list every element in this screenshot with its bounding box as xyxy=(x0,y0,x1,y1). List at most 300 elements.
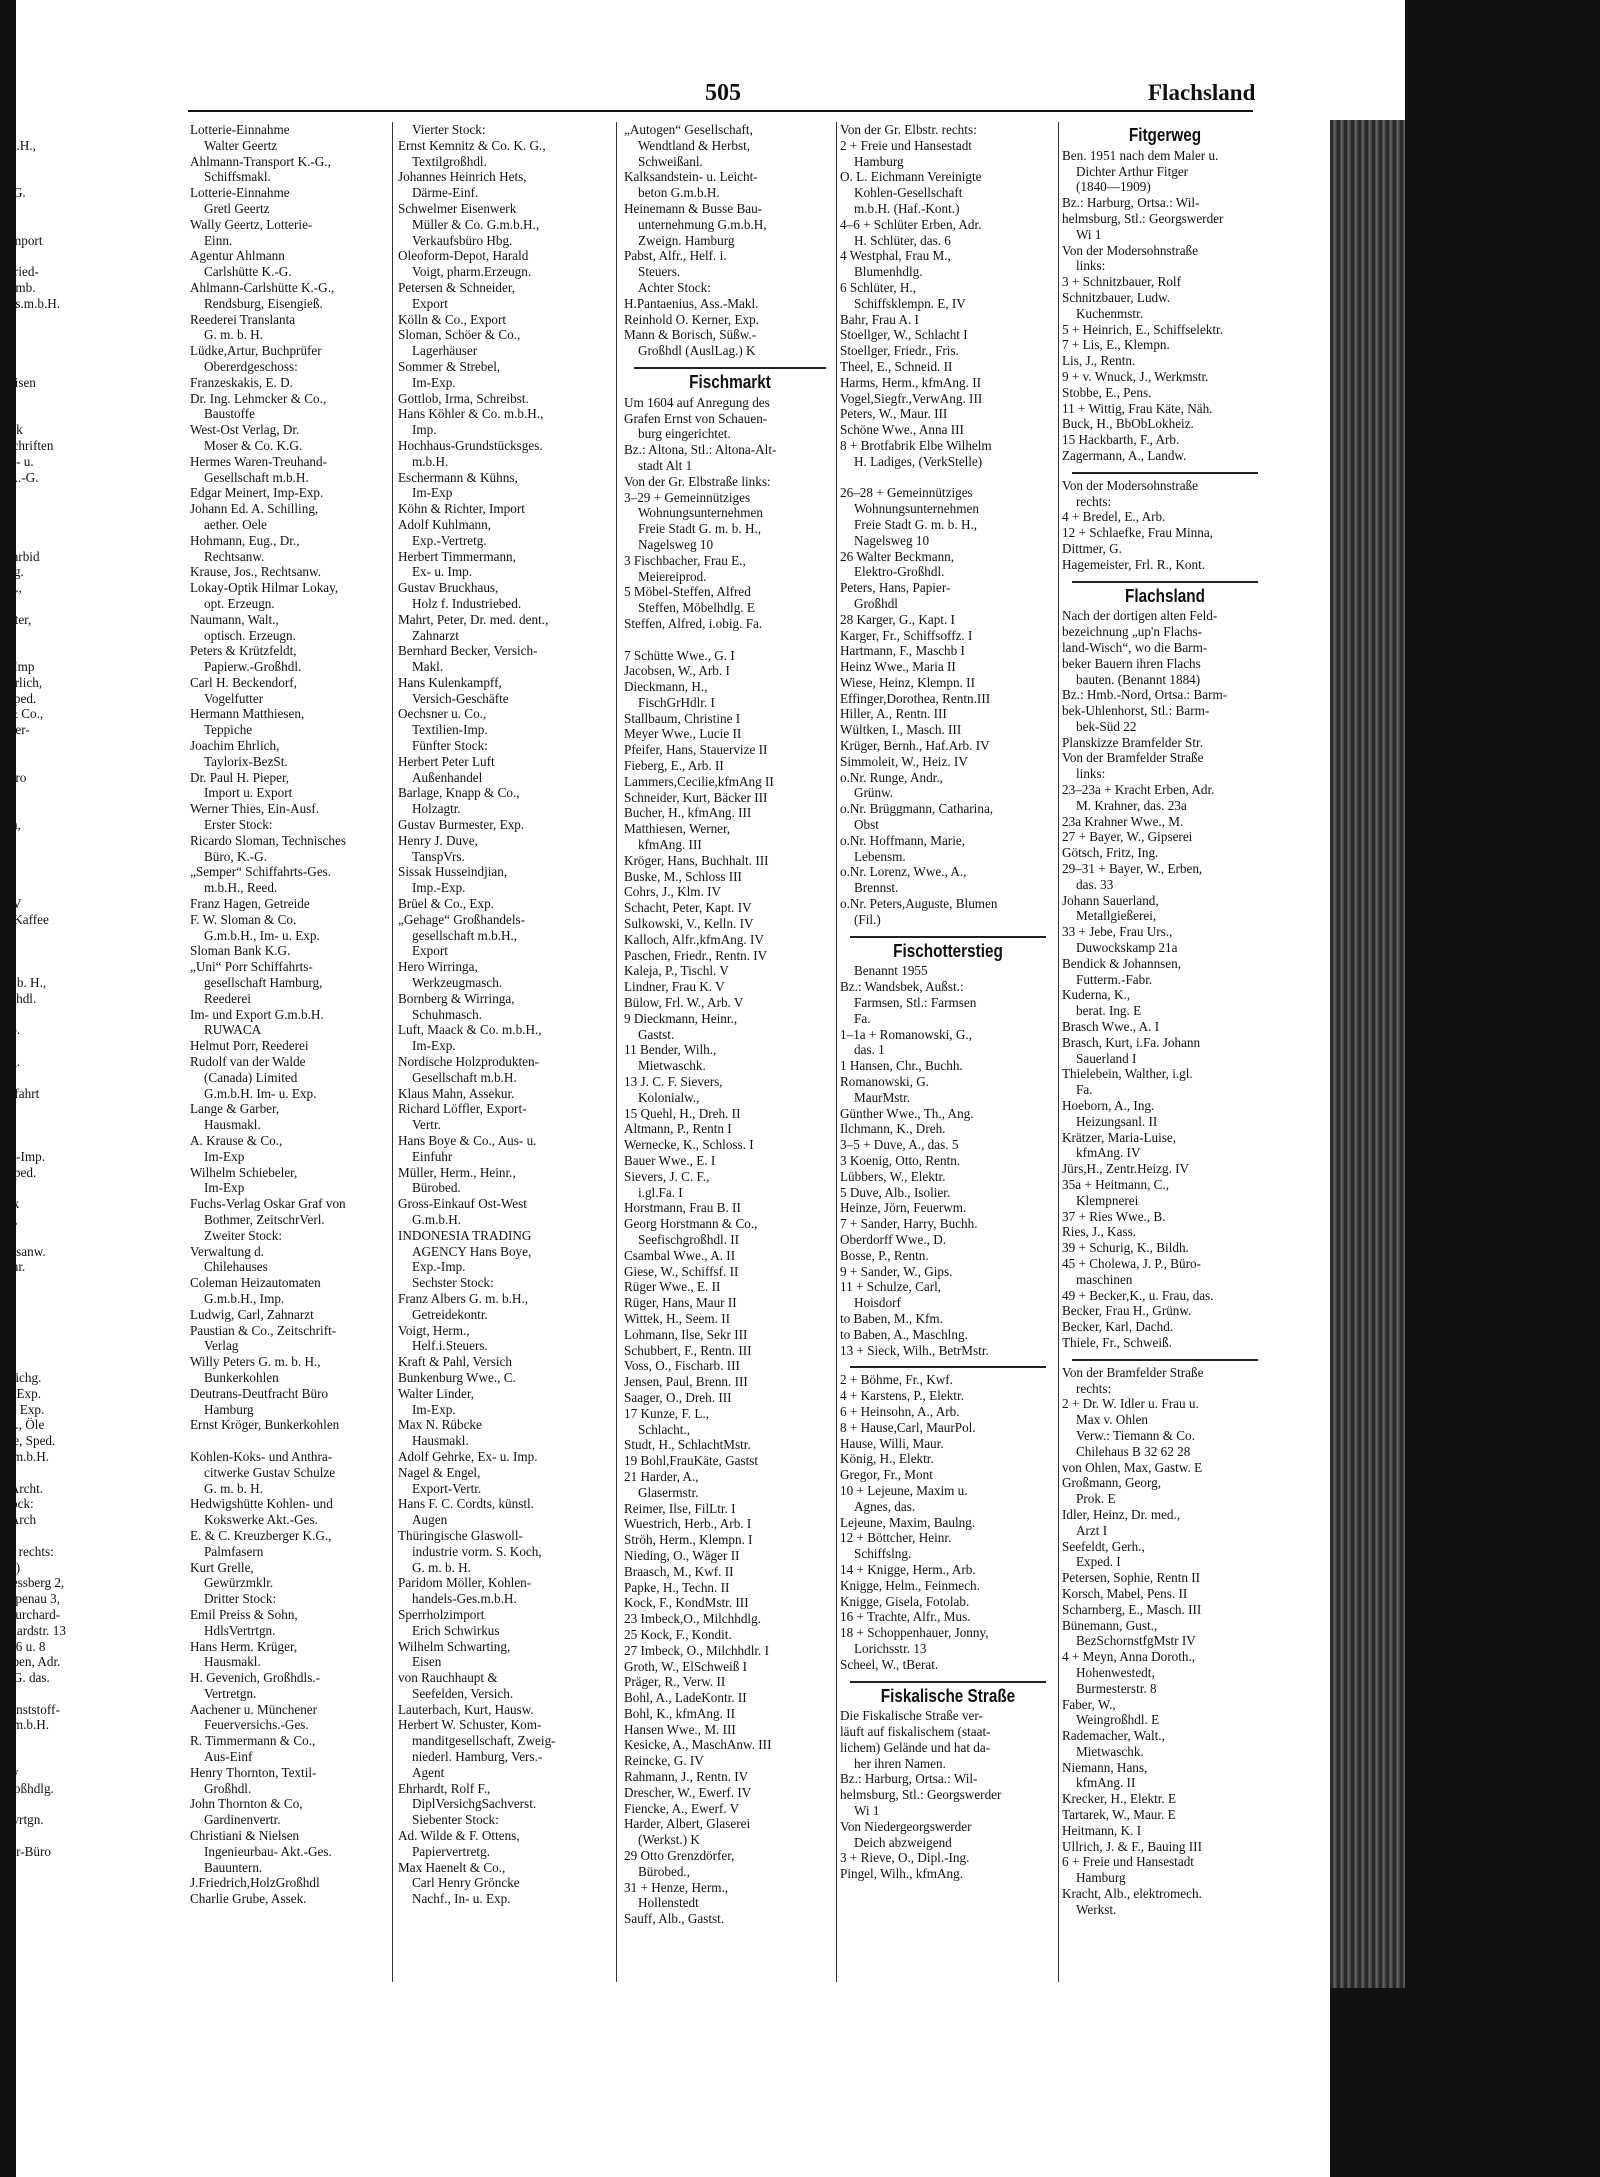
directory-line: Thielebein, Walther, i.gl. xyxy=(1062,1066,1193,1082)
directory-line: (Fil.) xyxy=(854,911,881,927)
directory-line: xp. xyxy=(0,216,17,232)
directory-line: en 6 u. 8 xyxy=(0,1638,46,1654)
directory-line: Schöne Wwe., Anna III xyxy=(840,422,964,438)
directory-line: Müller & Co. G.m.b.H., xyxy=(412,216,540,232)
directory-line: Krause, Jos., Rechtsanw. xyxy=(190,564,321,580)
directory-line xyxy=(0,596,180,612)
directory-line: Hamburg xyxy=(204,1401,254,1417)
column-3 xyxy=(624,122,836,1927)
directory-line: Getreidekontr. xyxy=(412,1306,488,1322)
directory-line: Schiffsmakl. xyxy=(204,169,271,185)
directory-line: Matthiesen, Werner, xyxy=(624,821,731,837)
directory-line: Hohmann, Eug., Dr., xyxy=(190,532,300,548)
directory-line: K.G. xyxy=(0,185,26,201)
directory-line: 19 Bohl,FrauKäte, Gastst xyxy=(624,1453,759,1469)
directory-line: 2 + Dr. W. Idler u. Frau u. xyxy=(1062,1396,1199,1412)
directory-line: 23–23a + Kracht Erben, Adr. xyxy=(1062,782,1215,798)
directory-line: o.Nr. Hoffmann, Marie, xyxy=(840,832,966,848)
directory-line: Hoeborn, A., Ing. xyxy=(1062,1098,1155,1114)
directory-line: Stock: xyxy=(0,1496,34,1512)
directory-line: Büro xyxy=(0,769,27,785)
directory-line: 14 + Knigge, Herm., Arb. xyxy=(840,1561,976,1577)
directory-line: Ehrlich, xyxy=(0,674,43,690)
directory-line xyxy=(0,643,180,659)
directory-line: 3–29 + Gemeinnütziges xyxy=(624,489,751,505)
directory-line: n.b.H., xyxy=(0,137,36,153)
directory-line: Steffen, Alfred, i.obig. Fa. xyxy=(624,615,763,631)
directory-line: Schubbert, F., Rentn. III xyxy=(624,1342,752,1358)
directory-line: Rademacher, Walt., xyxy=(1062,1728,1165,1744)
directory-line: Kaleja, P., Tischl. V xyxy=(624,963,729,979)
directory-line: Lorichsstr. 13 xyxy=(854,1640,927,1656)
column-divider xyxy=(1058,122,1059,1982)
street-separator-rule xyxy=(850,1681,1046,1683)
directory-line: Wilhelm Schiebeler, xyxy=(190,1164,298,1180)
directory-line: Kraft & Pahl, Versich xyxy=(398,1354,513,1370)
directory-line: Agentur Ahlmann xyxy=(190,248,285,264)
directory-line xyxy=(624,632,836,648)
directory-line: Duwockskamp 21a xyxy=(1076,940,1178,956)
directory-line: Agent xyxy=(412,1764,445,1780)
directory-line: Agnes, das. xyxy=(854,1498,916,1514)
directory-line: Im-Exp xyxy=(412,485,453,501)
directory-line: Import u. Export xyxy=(204,785,293,801)
directory-line: Hoisdorf xyxy=(854,1295,901,1311)
directory-line: Gardinenvertr. xyxy=(204,1812,281,1828)
directory-line: Barlage, Knapp & Co., xyxy=(398,785,520,801)
column-5 xyxy=(1062,122,1268,1918)
directory-line: Exp.-Vertretg. xyxy=(412,532,487,548)
directory-line: Carl Henry Gröncke xyxy=(412,1875,520,1891)
directory-line: Wittek, H., Seem. II xyxy=(624,1310,731,1326)
directory-line: 12 + Böttcher, Heinr. xyxy=(840,1530,952,1546)
directory-line: Walter Geertz xyxy=(204,137,278,153)
directory-line: Knigge, Helm., Feinmech. xyxy=(840,1577,980,1593)
directory-line: Krätzer, Maria-Luise, xyxy=(1062,1129,1177,1145)
directory-line: Gross-Einkauf Ost-West xyxy=(398,1196,527,1212)
directory-line: Ex- u. Imp. xyxy=(412,564,473,580)
directory-line: 11 Bender, Wilh., xyxy=(624,1042,717,1058)
directory-line: Vertr. xyxy=(412,1117,441,1133)
directory-line: Giese, W., Schiffsf. II xyxy=(624,1263,739,1279)
column-divider xyxy=(836,122,837,1982)
directory-line: opt. Erzeugn. xyxy=(204,595,275,611)
header-rule xyxy=(188,110,1253,112)
directory-line: Fieberg, E., Arb. II xyxy=(624,758,724,774)
directory-line: Krecker, H., Elektr. E xyxy=(1062,1791,1177,1807)
directory-line: Ludwig, Carl, Zahnarzt xyxy=(190,1306,314,1322)
directory-line: Eschermann & Kühns, xyxy=(398,469,518,485)
directory-line: Pfeifer, Hans, Stauervize II xyxy=(624,742,768,758)
column-1 xyxy=(190,122,390,1907)
directory-line: 17 Kunze, F. L., xyxy=(624,1405,710,1421)
directory-line: Thiele, Fr., Schweiß. xyxy=(1062,1334,1172,1350)
directory-line: Bz.: Wandsbek, Außst.: xyxy=(840,979,964,995)
directory-line: to Baben, A., Maschlng. xyxy=(840,1326,968,1342)
directory-line: Henry Thornton, Textil- xyxy=(190,1764,317,1780)
directory-line: beker Bauern ihren Flachs xyxy=(1062,655,1201,671)
directory-line: Karger, Fr., Schiffsoffz. I xyxy=(840,627,973,643)
directory-line: Gottlob, Irma, Schreibst. xyxy=(398,390,529,406)
directory-line: Export-Vertr. xyxy=(412,1480,482,1496)
directory-line: beton G.m.b.H. xyxy=(638,185,720,201)
directory-line: 3 Fischbacher, Frau E., xyxy=(624,552,746,568)
directory-line xyxy=(0,628,180,644)
directory-line: ock xyxy=(0,1196,20,1212)
column-4 xyxy=(840,122,1056,1882)
directory-line: Nachf., In- u. Exp. xyxy=(412,1891,511,1907)
directory-line: 8 + Brotfabrik Elbe Wilhelm xyxy=(840,437,992,453)
directory-line xyxy=(0,959,180,975)
directory-line: Um 1604 auf Anregung des xyxy=(624,394,770,410)
scan-outer-margin xyxy=(1405,0,1600,2177)
directory-line: Sperrholzimport xyxy=(398,1606,485,1622)
directory-line: Augen xyxy=(412,1512,448,1528)
directory-line: Groth, W., ElSchweiß I xyxy=(624,1658,748,1674)
directory-line: Von der Modersohnstraße xyxy=(1062,242,1199,258)
directory-line: FischGrHdlr. I xyxy=(638,694,715,710)
directory-line: Max v. Ohlen xyxy=(1076,1412,1149,1428)
directory-line: Metallgießerei, xyxy=(1076,908,1157,924)
directory-line: , Eisen xyxy=(0,374,36,390)
directory-line: Grünw. xyxy=(854,785,894,801)
directory-line: 39 + Schurig, K., Bildh. xyxy=(1062,1240,1189,1256)
directory-line: (Werkst.) K xyxy=(638,1832,700,1848)
directory-line: u. Imp xyxy=(0,659,35,675)
directory-line: Hamburg xyxy=(1076,1870,1126,1886)
directory-line xyxy=(0,880,180,896)
directory-line: bezeichnung „up'n Flachs- xyxy=(1062,624,1203,640)
directory-line: Großmann, Georg, xyxy=(1062,1475,1162,1491)
directory-line: atz rechts: xyxy=(0,1543,54,1559)
directory-line: Planskizze Bramfelder Str. xyxy=(1062,734,1203,750)
directory-line: Peters, W., Maur. III xyxy=(840,406,948,422)
directory-line: rst Exp. xyxy=(0,1385,42,1401)
directory-line: Kock, F., KondMstr. III xyxy=(624,1595,749,1611)
directory-line: Herbert Peter Luft xyxy=(398,753,495,769)
directory-line: 3 + Schnitzbauer, Rolf xyxy=(1062,274,1181,290)
directory-line xyxy=(0,327,180,343)
directory-line: 21 Harder, A., xyxy=(624,1468,699,1484)
directory-line: Klaus Mahn, Assekur. xyxy=(398,1085,515,1101)
directory-line xyxy=(0,248,180,264)
directory-line: Peters, Hans, Papier- xyxy=(840,580,951,596)
directory-line: Bauer Wwe., E. I xyxy=(624,1153,716,1168)
directory-line xyxy=(0,406,180,422)
directory-line: Von der Bramfelder Straße xyxy=(1062,1364,1204,1380)
directory-line: Bothmer, ZeitschrVerl. xyxy=(204,1211,325,1227)
directory-line: o.Nr. Runge, Andr., xyxy=(840,769,943,785)
directory-line: G.m.b.H. xyxy=(0,1717,50,1733)
directory-line: Holzagtr. xyxy=(412,801,461,817)
directory-line: Edgar Meinert, Imp-Exp. xyxy=(190,485,324,501)
directory-line: Saager, O., Dreh. III xyxy=(624,1389,732,1405)
directory-line: Sievers, J. C. F., xyxy=(624,1168,710,1184)
directory-line: Kohlen-Gesellschaft xyxy=(854,185,963,201)
directory-line: F. W. Sloman & Co. xyxy=(190,911,297,927)
directory-line: 11 + Wittig, Frau Käte, Näh. xyxy=(1062,400,1213,416)
directory-line: itschriften xyxy=(0,437,54,453)
directory-line xyxy=(0,1291,180,1307)
directory-line: Bz.: Harburg, Ortsa.: Wil- xyxy=(1062,195,1200,211)
directory-line: 3–5 + Duve, A., das. 5 xyxy=(840,1137,959,1153)
directory-line: Erik xyxy=(0,422,23,438)
directory-line: Kunststoff- xyxy=(0,1701,60,1717)
directory-line: Wohnungsunternehmen xyxy=(638,505,763,521)
directory-line: 2 + Böhme, Fr., Kwf. xyxy=(840,1372,953,1388)
directory-line: Kesicke, A., MaschAnw. III xyxy=(624,1737,772,1753)
directory-line: Brüel & Co., Exp. xyxy=(398,896,494,912)
directory-line xyxy=(0,1338,180,1354)
directory-line: . Sped. xyxy=(0,690,37,706)
directory-line: ieur-Büro xyxy=(0,1843,52,1859)
directory-line: Thüringische Glaswoll- xyxy=(398,1527,523,1543)
directory-line: Naumann, Walt., xyxy=(190,611,279,627)
directory-line xyxy=(0,801,180,817)
directory-line: manditgesellschaft, Zweig- xyxy=(412,1733,556,1749)
directory-line: erg. xyxy=(0,1054,20,1070)
directory-line: . Import xyxy=(0,232,43,248)
directory-line: 11 + Schulze, Carl, xyxy=(840,1279,942,1295)
directory-line: Büro, K.-G. xyxy=(204,848,268,864)
directory-line: Von Niedergeorgswerder xyxy=(840,1818,972,1834)
directory-line: Fuchs-Verlag Oskar Graf von xyxy=(190,1196,346,1212)
directory-line: G. m. b. H. xyxy=(204,1480,263,1496)
directory-line: König, H., Elektr. xyxy=(840,1451,934,1467)
directory-line: 9 + v. Wnuck, J., Werkmstr. xyxy=(1062,368,1209,384)
street-separator-rule xyxy=(1072,581,1258,583)
directory-line: Großhdl. xyxy=(204,1780,252,1796)
directory-line: Großhdl (AuslLag.) K xyxy=(638,343,756,359)
directory-line: 8 + Hause,Carl, MaurPol. xyxy=(840,1419,976,1435)
directory-line: Lindner, Frau K. V xyxy=(624,979,725,995)
directory-line: o.Nr. Lorenz, Wwe., A., xyxy=(840,864,967,880)
directory-line: Bülow, Frl. W., Arb. V xyxy=(624,995,744,1011)
directory-line: Aus-Einf xyxy=(204,1749,253,1765)
directory-line: o.Nr. Brüggmann, Catharina, xyxy=(840,801,994,817)
directory-line: 7 + Sander, Harry, Buchh. xyxy=(840,1216,978,1232)
directory-line: Co., xyxy=(0,580,22,596)
directory-line: Hohenwestedt, xyxy=(1076,1664,1155,1680)
directory-line: , Sped. xyxy=(0,1164,37,1180)
page-number: 505 xyxy=(705,80,741,106)
directory-line: Sechster Stock: xyxy=(412,1275,494,1291)
directory-line: Chilehauses xyxy=(204,1259,268,1275)
directory-line xyxy=(0,1828,180,1844)
directory-line: 25 Kock, F., Kondit. xyxy=(624,1626,732,1642)
directory-line: Hedwigshütte Kohlen- und xyxy=(190,1496,333,1512)
directory-line: Hiller, A., Rentn. III xyxy=(840,706,947,722)
directory-line: Im-Exp. xyxy=(412,1401,456,1417)
directory-line: Hans Boye & Co., Aus- u. xyxy=(398,1133,537,1148)
directory-line xyxy=(190,1433,390,1449)
directory-line: o.Nr. Peters,Auguste, Blumen xyxy=(840,896,998,912)
directory-line: Kalksandstein- u. Leicht- xyxy=(624,169,758,185)
directory-line: Schiffsklempn. E, IV xyxy=(854,295,966,311)
directory-line: Lauterbach, Kurt, Hausw. xyxy=(398,1701,534,1717)
directory-line: Dieckmann, H., xyxy=(624,679,708,695)
directory-line: Gretl Geertz xyxy=(204,200,270,216)
column-divider xyxy=(392,122,393,1982)
directory-line: helmsburg, Stl.: Georgswerder xyxy=(840,1787,1002,1803)
directory-line: Georg Horstmann & Co., xyxy=(624,1216,758,1232)
directory-line: Papiervertretg. xyxy=(412,1843,490,1859)
directory-line: Ries, J., Kass. xyxy=(1062,1224,1136,1240)
directory-line: Bürobed., xyxy=(638,1863,691,1879)
directory-line: optisch. Erzeugn. xyxy=(204,627,296,643)
directory-line: Dritter Stock: xyxy=(204,1591,277,1607)
directory-line: Buck, H., BbObLokheiz. xyxy=(1062,416,1194,432)
directory-line: Simmoleit, W., Heiz. IV xyxy=(840,753,968,769)
street-heading: Fischmarkt xyxy=(689,371,771,392)
directory-line: Ahlmann-Carlshütte K.-G., xyxy=(190,279,335,295)
directory-line: Schuhmasch. xyxy=(412,1006,482,1022)
directory-line xyxy=(0,1323,180,1339)
directory-line: Theel, E., Schneid. II xyxy=(840,358,953,374)
directory-line: „Autogen“ Gesellschaft, xyxy=(624,122,753,137)
directory-line: H. Schlüter, das. 6 xyxy=(854,232,951,248)
directory-line: Ullrich, J. & F., Bauing III xyxy=(1062,1838,1202,1854)
directory-line: Dittmer, G. xyxy=(1062,540,1122,556)
directory-line: Steuers. xyxy=(638,264,681,280)
directory-line: Rüger, Hans, Maur II xyxy=(624,1295,737,1311)
directory-line: Co., Öle xyxy=(0,1417,45,1433)
directory-line: Joachim Ehrlich, xyxy=(190,738,280,754)
directory-line: Deich abzweigend xyxy=(854,1834,952,1850)
directory-line: Gregor, Fr., Mont xyxy=(840,1467,933,1483)
directory-line: k, xyxy=(0,1069,10,1085)
directory-line: Klempnerei xyxy=(1076,1192,1139,1208)
directory-line: Wi 1 xyxy=(854,1803,880,1819)
directory-line: Im- und Export G.m.b.H. xyxy=(190,1006,324,1022)
directory-line: Gustav Bruckhaus, xyxy=(398,580,499,596)
street-separator-rule xyxy=(850,936,1046,938)
directory-line: Christiani & Nielsen xyxy=(190,1828,300,1844)
directory-line: Kokswerke Akt.-Ges. xyxy=(204,1512,318,1528)
directory-line: Imp. xyxy=(412,422,437,438)
directory-line: Brennst. xyxy=(854,880,899,896)
directory-line: Einn. xyxy=(204,232,233,248)
directory-line: 5 Duve, Alb., Isolier. xyxy=(840,1184,951,1200)
directory-line: Verkaufsbüro Hbg. xyxy=(412,232,513,248)
directory-line xyxy=(0,1275,180,1291)
directory-line: Paschen, Friedr., Rentn. IV xyxy=(624,947,768,963)
directory-line: Kracht, Alb., elektromech. xyxy=(1062,1886,1202,1902)
directory-line: links: xyxy=(1076,766,1106,782)
directory-line: Lange & Garber, xyxy=(190,1101,280,1117)
book-page-edges xyxy=(1330,120,1405,1990)
directory-line: Im-Exp xyxy=(204,1180,245,1196)
directory-line: Wiese, Heinz, Klempn. II xyxy=(840,674,975,690)
directory-line: 33 + Jebe, Frau Urs., xyxy=(1062,924,1173,940)
directory-line: Buske, M., Schloss III xyxy=(624,868,742,884)
directory-line: Meyer Wwe., Lucie II xyxy=(624,726,742,742)
directory-line: Bürobed. xyxy=(412,1180,461,1196)
directory-line: Meiereiprod. xyxy=(638,568,707,584)
directory-line: eister, xyxy=(0,611,32,627)
directory-line: unternehmung G.m.b.H, xyxy=(638,216,767,232)
directory-line: Hans Köhler & Co. m.b.H., xyxy=(398,406,544,422)
directory-line: Lejeune, Maxim, Baulng. xyxy=(840,1514,976,1530)
directory-line: Scharnberg, E., Masch. III xyxy=(1062,1601,1202,1617)
directory-line: Deutrans-Deutfracht Büro xyxy=(190,1385,329,1401)
directory-line: John Thornton & Co, xyxy=(190,1796,303,1812)
directory-line: Blumenhdlg. xyxy=(854,264,923,280)
directory-line: gesellschaft Hamburg, xyxy=(204,975,323,991)
directory-line: Schwelmer Eisenwerk xyxy=(398,200,517,216)
directory-line: ) IV xyxy=(0,896,22,912)
directory-line: Gesellschaft m.b.H. xyxy=(204,469,309,485)
directory-line: Brasch Wwe., A. I xyxy=(1062,1019,1160,1035)
directory-line: chtsanw. xyxy=(0,1243,46,1259)
directory-line: k: xyxy=(0,501,11,517)
directory-line: Jacobsen, W., Arb. I xyxy=(624,663,730,679)
directory-line: Papke, H., Techn. II xyxy=(624,1579,730,1595)
directory-line: Bunkenburg Wwe., C. xyxy=(398,1369,516,1385)
directory-line: burg eingerichtet. xyxy=(638,426,731,442)
directory-line: Palmfasern xyxy=(204,1543,264,1559)
directory-line: Lagerhäuser xyxy=(412,343,478,359)
directory-line: Teppiche xyxy=(204,722,253,738)
directory-line: Chilehaus B 32 62 28 xyxy=(1076,1443,1191,1459)
directory-line: Rudolf van der Walde xyxy=(190,1054,306,1070)
directory-line: Ingenieurbau- Akt.-Ges. xyxy=(204,1843,332,1859)
directory-line: le, xyxy=(0,1006,13,1022)
directory-line: Brasch, Kurt, i.Fa. Johann xyxy=(1062,1034,1201,1050)
directory-line: Lokay-Optik Hilmar Lokay, xyxy=(190,580,339,596)
directory-line: olzhdl. xyxy=(0,990,37,1006)
directory-line: Nieding, O., Wäger II xyxy=(624,1547,740,1563)
directory-line: stadt Alt 1 xyxy=(638,457,693,473)
directory-line: 4 + Bredel, E., Arb. xyxy=(1062,509,1166,525)
directory-line: West-Ost Verlag, Dr. xyxy=(190,422,300,438)
directory-line: 45 + Cholewa, J. P., Büro- xyxy=(1062,1255,1201,1271)
directory-line: Franzeskakis, E. D. xyxy=(190,374,293,390)
directory-line: 23 Imbeck,O., Milchhdlg. xyxy=(624,1611,761,1627)
directory-line xyxy=(0,517,180,533)
book-bottom-edge xyxy=(1330,1988,1405,2177)
directory-line: 13 J. C. F. Sievers, xyxy=(624,1074,723,1090)
directory-line: G.m.b.H. Im- u. Exp. xyxy=(204,1085,317,1101)
directory-line: bek-Süd 22 xyxy=(1076,718,1137,734)
directory-line: 23a Krahner Wwe., M. xyxy=(1062,813,1184,829)
directory-line: Bernhard Becker, Versich- xyxy=(398,643,538,659)
directory-line xyxy=(0,201,180,217)
directory-line: Werkzeugmasch. xyxy=(412,975,503,991)
directory-line: Tartarek, W., Maur. E xyxy=(1062,1807,1176,1823)
directory-line: Bz.: Hmb.-Nord, Ortsa.: Barm- xyxy=(1062,687,1228,703)
directory-line: kfmAng. II xyxy=(1076,1775,1136,1791)
directory-line: Köhn & Richter, Import xyxy=(398,501,525,517)
directory-line: Futterm.-Fabr. xyxy=(1076,971,1153,987)
directory-line: G.m.b.H. xyxy=(412,1211,462,1227)
directory-line: H. Ladiges, (VerkStelle) xyxy=(854,453,983,469)
directory-line: 29 Otto Grenzdörfer, xyxy=(624,1848,735,1864)
directory-line: Fa. xyxy=(854,1010,871,1026)
directory-line: Sauff, Alb., Gastst. xyxy=(624,1911,725,1927)
directory-line: Lotterie-Einnahme xyxy=(190,185,290,201)
directory-line: Nagel & Engel, xyxy=(398,1464,481,1480)
column-2 xyxy=(398,122,610,1907)
directory-line: Großhdl xyxy=(854,595,898,611)
directory-line: Glasermstr. xyxy=(638,1484,699,1500)
directory-line: Emil Preiss & Sohn, xyxy=(190,1606,298,1622)
directory-line xyxy=(0,1180,180,1196)
directory-line: maschinen xyxy=(1076,1271,1133,1287)
directory-line: Reinhold O. Kerner, Exp. xyxy=(624,311,759,327)
directory-line: 6 Schlüter, H., xyxy=(840,279,917,295)
directory-line: Johannes Heinrich Hets, xyxy=(398,169,527,185)
